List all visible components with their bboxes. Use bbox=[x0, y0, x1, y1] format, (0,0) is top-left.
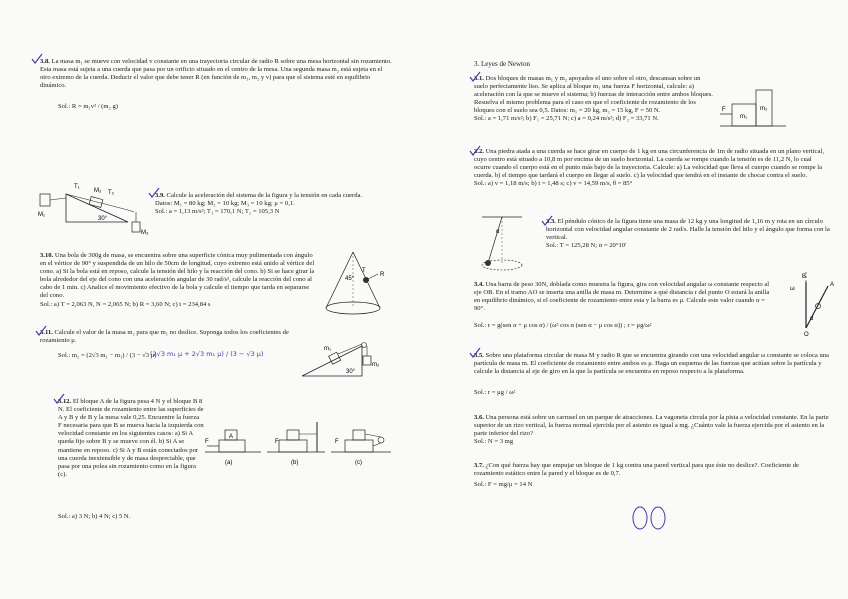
check-mark-icon bbox=[147, 186, 161, 200]
problem-number: 3.9. bbox=[155, 192, 165, 199]
problem-number: 3.4. bbox=[474, 281, 484, 288]
label-t2: T₂ bbox=[108, 190, 114, 196]
problem-number: 3.7. bbox=[474, 462, 484, 469]
label-a: A bbox=[229, 434, 234, 440]
label-f-c: F bbox=[335, 439, 339, 445]
problem-number: 3.8. bbox=[40, 58, 50, 65]
check-mark-icon bbox=[468, 70, 482, 84]
caption-b: (b) bbox=[291, 460, 299, 466]
problem-3-4 bbox=[474, 281, 774, 313]
check-mark-icon bbox=[540, 214, 554, 228]
solution-3-5: Sol.: r = μg / ω² bbox=[474, 389, 516, 396]
solution-3-12: Sol.: a) 3 N; b) 4 N; c) 5 N. bbox=[58, 513, 131, 520]
problem-3-9 bbox=[155, 192, 393, 216]
problem-number: 3.6. bbox=[474, 414, 484, 421]
problem-text: Una barra de peso 30N, doblada como muestra la figura, gira con velocidad angular ω constante respecto al eje OB. En el tramo AO se inserta una anilla de masa m. Determine a qué distancia r del punto O estará la anilla en equilibrio dinámico, si el coeficiente de rozamiento entre esta y la barra es μ. Calcule este valor cuando α = 90°. bbox=[474, 281, 770, 313]
block-m1 bbox=[329, 352, 341, 364]
handwritten-circles-icon bbox=[630, 500, 670, 536]
problem-number: 3.2. bbox=[474, 148, 484, 155]
cone-figure bbox=[318, 250, 388, 320]
problem-text: El bloque A de la figura pesa 4 N y el bloque B 8 N. El coeficiente de rozamiento entre las superficies de A y B y de B y la mesa vale 0,25. Encuentre la fuerza F necesaria para que B se mueva hacia la izquierda con velocidad constante en los siguientes casos: a) Si A queda fijo sobre B y se mueve con él. b) Si A se mantiene en reposo. c) Si A y B están conectados por una cuerda inextensible y de masa despreciable, que pasa por una polea sin rozamiento como en la figura (c). bbox=[58, 398, 204, 478]
stacked-blocks-figure bbox=[720, 84, 790, 134]
problem-text: Una bola de 300g de masa, se encuentra sobre una superficie cónica muy pulimentada con ángulo en el vértice de 90° y suspendida de un hilo de 50cm de longitud, cuyo extremo está unido al vértice del cono. a) Si la bola está en reposo, calcule la tensión del hilo y la reacción del cono. b) Si se hace girar la bola alrededor del eje del cono con una aceleración angular de 30 rad/s², calcule la reacción del cono al cabo de 1 min. c) Analice el movimiento efectivo de la bola y calcule el tiempo que tarda en separarse del cono. bbox=[40, 252, 315, 300]
label-t: T bbox=[362, 268, 366, 274]
label-o: O bbox=[804, 332, 809, 338]
label-m2: m₂ bbox=[372, 362, 380, 368]
problem-text: Dos bloques de masas m₁ y m₂ apoyados el uno sobre el otro, descansan sobre un suelo perfectamente liso. Se aplica al bloque m₁ una fuerza F horizontal, calcule: a) aceleración con la que se mueve el sistema; b) fuerzas de interacción entre ambos bloques. Resuelva el mismo problema para el caso en que el coeficiente de rozamiento de los bloques con el suelo sea 0,5. Datos: m₁ = 20 kg, m₂ = 15 kg, F = 50 N. bbox=[474, 75, 713, 115]
solution-3-2: Sol.: a) v = 1,18 m/s; b) t = 1,48 s; c) v = 14,59 m/s, θ = 85° bbox=[474, 180, 633, 188]
problem-text: Sobre una plataforma circular de masa M y radio R que se encuentra girando con una velocidad angular ω constante se coloca una partícula de masa m. El coeficiente de rozamiento entre ambos es μ. Haga un esquema de las fuerzas que actúan sobre la partícula y calcule la distancia al eje de giro en la que la partícula se encuentra en reposo respecto a la plataforma. bbox=[474, 352, 829, 376]
problem-3-12 bbox=[58, 398, 204, 479]
label-m1: M₁ bbox=[38, 212, 46, 218]
label-m3: M₃ bbox=[141, 230, 149, 236]
label-angle: α bbox=[496, 229, 500, 235]
bob bbox=[485, 260, 491, 266]
check-mark-icon bbox=[34, 324, 48, 338]
label-f: F bbox=[205, 439, 209, 445]
handwritten-answer: (2√3 m₁ μ + 2√3 m₁ μ) / (3 − √3 μ) bbox=[150, 350, 264, 358]
label-m2: m₂ bbox=[760, 106, 768, 112]
label-m1: m₁ bbox=[740, 114, 748, 120]
label-m1: m₁ bbox=[324, 346, 332, 352]
label-b: B bbox=[802, 274, 807, 280]
solution-3-11: Sol.: m₂ = (2√3 m₁ − m₁) / (3 − √3 μ) bbox=[58, 352, 157, 359]
problem-text: El péndulo cónico de la figura tiene una masa de 12 kg y una longitud de 1,16 m y rota en un círculo horizontal con velocidad angular constante de 2 rad/s. Halle la tensión del hilo y el ángulo que forma con la vertical. bbox=[546, 218, 830, 242]
check-mark-icon bbox=[52, 392, 66, 406]
problem-text: Calcule la aceleración del sistema de la figura y la tensión en cada cuerda. bbox=[166, 192, 363, 199]
blocks-figures bbox=[205, 412, 395, 472]
label-angle: 30° bbox=[98, 216, 108, 222]
problem-text: Calcule el valor de la masa m₂ para que m₁ no deslice. Suponga todos los coeficientes de rozamiento μ. bbox=[40, 329, 289, 345]
label-r: R bbox=[380, 272, 385, 278]
problem-3-7 bbox=[474, 462, 830, 478]
problem-number: 3.1. bbox=[474, 75, 484, 82]
bent-bar-figure bbox=[776, 268, 836, 336]
problem-data: Datos: M₁ = 80 kg; M₂ = 10 kg; M₃ = 10 kg; μ = 0,1. bbox=[155, 200, 295, 208]
problem-text: La masa m₁ se mueve con velocidad v constante en una trayectoria circular de radio R sobre una mesa horizontal sin rozamiento. Esta masa está sujeta a una cuerda que pasa por un orificio situado en el centro de la mesa. Una segunda masa m₂ está sujeta en el otro extremo de la cuerda. Deducir el valor que debe tener R (en función de m₁, m₂ y v) para que el sistema esté en equilibrio dinámico. bbox=[40, 58, 392, 90]
solution-3-3: Sol.: T = 125,28 N; α = 20°10' bbox=[546, 242, 627, 250]
solution-3-7: Sol.: F = mg/μ = 14 N bbox=[474, 481, 533, 488]
problem-text: Una persona está sobre un carrusel en un parque de atracciones. La vagoneta circula por la pista a velocidad constante. En la parte superior de un rizo vertical, la fuerza normal ejercida por el asiento es igual a mg. ¿Cuánto vale la fuerza ejercida por el asiento en la parte inferior del rizo? bbox=[474, 414, 829, 438]
label-angle: 45° bbox=[345, 276, 355, 282]
problem-number: 3.3. bbox=[546, 218, 556, 225]
chapter-header: 3. Leyes de Newton bbox=[474, 60, 530, 68]
problem-text: ¿Con qué fuerza hay que empujar un bloque de 1 kg contra una pared vertical para que éste no deslice?. Coeficiente de rozamiento estático entre la pared y el bloque es de 0,7. bbox=[474, 462, 799, 478]
problem-3-6 bbox=[474, 414, 830, 446]
solution-3-9: Sol.: a = 1,13 m/s²; T₁ = 170,1 N; T₂ = 105,3 N bbox=[155, 208, 280, 216]
conical-pendulum-figure bbox=[474, 215, 538, 277]
problem-number: 3.11. bbox=[40, 329, 53, 336]
label-f-b: F bbox=[275, 439, 279, 445]
caption-a: (a) bbox=[225, 460, 233, 466]
right-page bbox=[424, 0, 848, 599]
problem-number: 3.5. bbox=[474, 352, 484, 359]
incline-pulley-figure bbox=[300, 336, 380, 382]
label-omega: ω bbox=[790, 286, 795, 292]
problem-3-8 bbox=[40, 58, 392, 90]
label-a: A bbox=[830, 282, 835, 288]
problem-3-2 bbox=[474, 148, 830, 188]
label-f: F bbox=[722, 107, 726, 113]
problem-3-10 bbox=[40, 252, 318, 309]
check-mark-icon bbox=[30, 52, 44, 66]
solution-3-6: Sol.: N = 3 mg bbox=[474, 438, 514, 446]
label-t1: T₁ bbox=[74, 184, 80, 190]
problem-3-1 bbox=[474, 75, 714, 124]
problem-number: 3.12. bbox=[58, 398, 72, 405]
check-mark-icon bbox=[468, 144, 482, 158]
block-m3 bbox=[132, 222, 140, 232]
label-m2: M₂ bbox=[94, 188, 102, 194]
problem-3-5 bbox=[474, 352, 830, 376]
block-m1 bbox=[40, 194, 50, 206]
caption-c: (c) bbox=[355, 460, 362, 466]
problem-number: 3.10. bbox=[40, 252, 54, 259]
problem-text: Una piedra atada a una cuerda se hace girar en cuerpo de 1 kg en una circunferencia de 1m de radio situada en un plano vertical, cuyo centro está situado a 10,8 m por encima de un suelo horizontal. La cuerda se rompe cuando la tensión es de 11,2 N, lo cual ocurre cuando el cuerpo está en el punto más bajo de la trayectoria. Calcule: a) La velocidad que lleva el cuerpo cuando se rompe la cuerda. b) el tiempo que tardará el cuerpo en llegar al suelo. c) la velocidad que tendrá en el instante de chocar contra el suelo. bbox=[474, 148, 824, 180]
label-alpha: α bbox=[810, 316, 814, 322]
check-mark-icon bbox=[468, 346, 482, 360]
problem-3-11 bbox=[40, 329, 320, 345]
solution-3-1: Sol.: a = 1,71 m/s²; b) F₁ = 25,71 N; c) a = 0,24 m/s²; d) F₂ = 33,71 N. bbox=[474, 115, 659, 123]
solution-3-4: Sol.: r = g(sen α + μ cos α) / (ω² cos α (sen α − μ cos α)) ; r = μg/ω² bbox=[474, 322, 652, 329]
block-m2 bbox=[363, 356, 371, 365]
pulley-incline-figure bbox=[38, 176, 150, 236]
label-angle: 30° bbox=[346, 369, 356, 375]
solution-3-10: Sol.: a) T = 2,063 N, N = 2,065 N; b) R = 3,60 N; c) t = 234,84 s bbox=[40, 300, 211, 308]
rope-t1 bbox=[50, 198, 66, 200]
problem-3-3 bbox=[546, 218, 830, 250]
solution-3-8: Sol.: R = m₁v² / (m₂ g) bbox=[58, 103, 118, 110]
